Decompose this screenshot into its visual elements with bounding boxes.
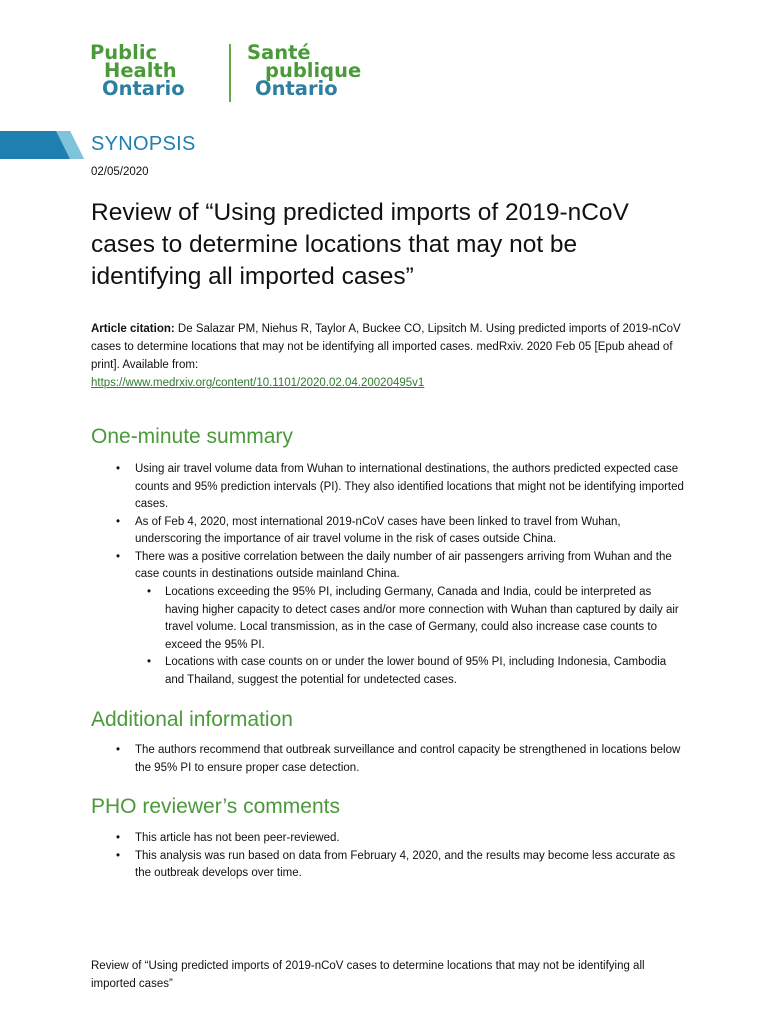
citation-link[interactable]: https://www.medrxiv.org/content/10.1101/2020.02.04.20020495v1 — [91, 377, 425, 389]
logo-fr-line1: Santé — [247, 41, 311, 64]
summary-item: • As of Feb 4, 2020, most international 2019-nCoV cases have been linked to travel from Wuhan, underscoring the importance of air travel volume in the risk of cases outside China. — [114, 514, 684, 549]
summary-list — [114, 461, 684, 584]
additional-heading: Additional information — [91, 708, 293, 731]
summary-heading: One-minute summary — [91, 425, 293, 448]
synopsis-accent-bar — [0, 131, 84, 159]
additional-list — [114, 742, 684, 777]
logo-en-line3: Ontario — [102, 77, 185, 100]
summary-sublist — [145, 584, 685, 689]
additional-item: • The authors recommend that outbreak surveillance and control capacity be strengthened in locations below the 95% PI to ensure proper case detection. — [114, 742, 684, 777]
reviewer-item: • This analysis was run based on data from February 4, 2020, and the results may become less accurate as the outbreak develops over time. — [114, 848, 684, 883]
citation-text: De Salazar PM, Niehus R, Taylor A, Buckee CO, Lipsitch M. Using predicted imports of 2019-nCoV cases to determine locations that may not be identifying all imported cases. medRxiv. 2020 Feb 05 [Epub ahead of print]. Available from: — [91, 323, 681, 371]
citation-label: Article citation: — [91, 323, 175, 335]
logo-en-line2: Health — [104, 59, 177, 82]
publication-date: 02/05/2020 — [91, 166, 149, 178]
summary-item: • There was a positive correlation between the daily number of air passengers arriving from Wuhan and the case counts in destinations outside mainland China. — [114, 549, 684, 584]
reviewer-list — [114, 830, 684, 883]
summary-item: • Using air travel volume data from Wuhan to international destinations, the authors predicted expected case counts and 95% prediction intervals (PI). They also identified locations that might not be identifying imported cases. — [114, 461, 684, 514]
logo-en-line1: Public — [90, 41, 158, 64]
article-citation — [91, 320, 691, 392]
summary-subitem: • Locations with case counts on or under the lower bound of 95% PI, including Indonesia, Cambodia and Thailand, suggest the potential for undetected cases. — [145, 654, 685, 689]
logo-french — [247, 41, 362, 100]
reviewer-item: • This article has not been peer-reviewed. — [114, 830, 684, 848]
reviewer-heading: PHO reviewer’s comments — [91, 795, 340, 818]
summary-subitem: • Locations exceeding the 95% PI, including Germany, Canada and India, could be interpreted as having higher capacity to detect cases and/or more connection with Wuhan than captured by daily air travel volume. Local transmission, as in the case of Germany, could also increase case counts to exceed the 95% PI. — [145, 584, 685, 654]
logo-fr-line3: Ontario — [255, 77, 338, 100]
logo-fr-line2: publique — [265, 59, 362, 82]
logo-english — [90, 41, 185, 100]
logo-divider — [229, 44, 231, 102]
public-health-ontario-logo — [90, 41, 390, 106]
synopsis-label: SYNOPSIS — [91, 133, 196, 155]
document-title: Review of “Using predicted imports of 2019-nCoV cases to determine locations that may not be identifying all imported cases” — [91, 199, 629, 290]
page-footer: Review of “Using predicted imports of 2019-nCoV cases to determine locations that may not be identifying all imported cases” — [91, 960, 645, 990]
